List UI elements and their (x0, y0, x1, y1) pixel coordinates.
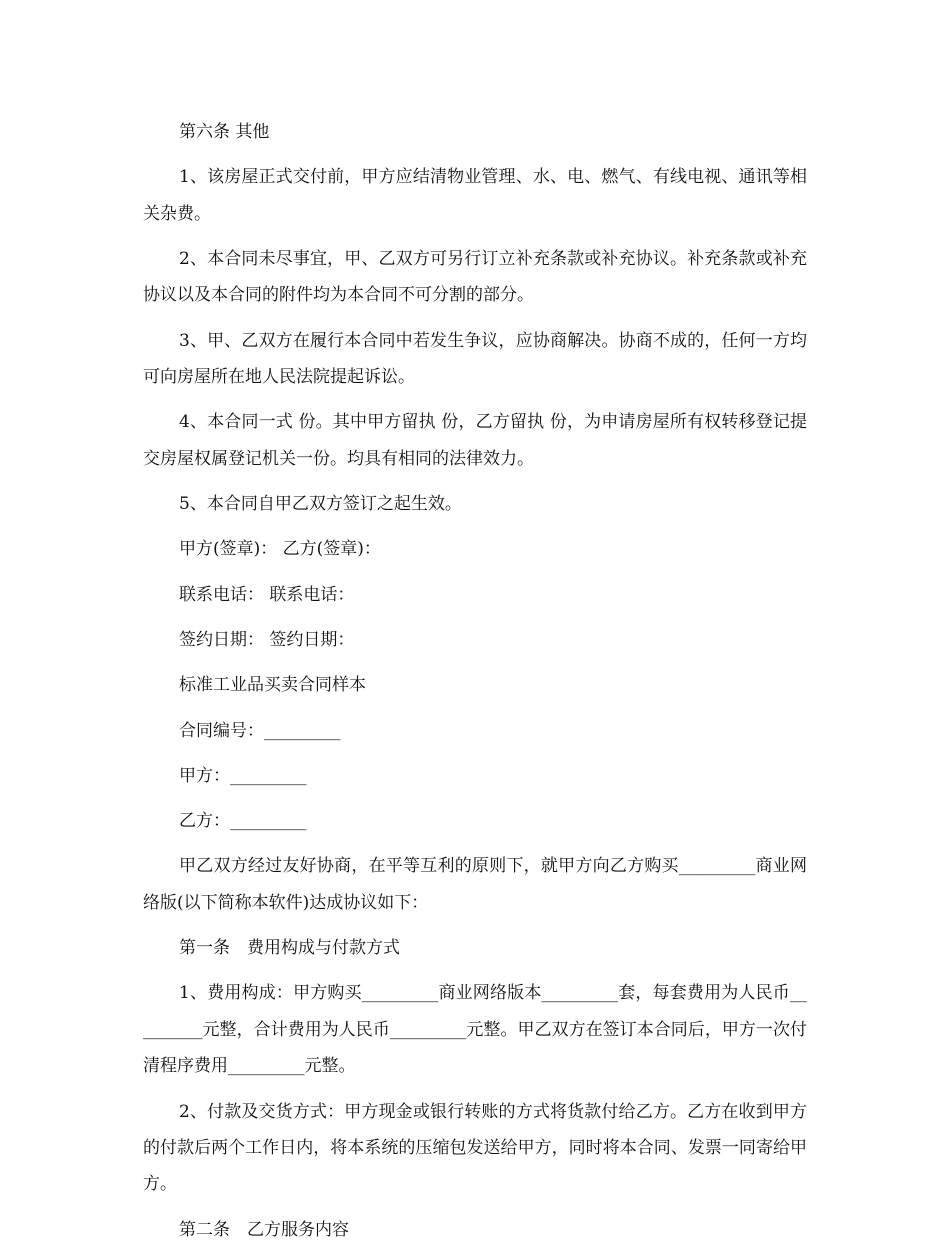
contract-title: 标准工业品买卖合同样本 (179, 675, 366, 696)
section-heading-article-6: 第六条 其他 (179, 122, 270, 142)
date-line: 签约日期： 签约日期： (179, 630, 355, 650)
party-a-line: 甲方：_________ (179, 765, 307, 786)
clause-paragraph: 5、本合同自甲乙双方签订之起生效。 (179, 494, 462, 515)
clause-paragraph: 4、本合同一式 份。其中甲方留执 份，乙方留执 份，为申请房屋所有权转移登记提交房屋权属登记机关一份。均具有相同的法律效力。 (143, 412, 807, 469)
party-b-line: 乙方：_________ (179, 811, 307, 832)
section-heading-article-2: 第二条 乙方服务内容 (179, 1219, 349, 1240)
contract-number-line: 合同编号：_________ (179, 720, 341, 741)
section-heading-article-1: 第一条 费用构成与付款方式 (179, 938, 400, 959)
clause-paragraph: 1、费用构成：甲方购买_________商业网络版本_________套，每套费用为人民币_________元整，合计费用为人民币_________元整。甲乙双方在签订本合同后，甲方一次付清程序费用_________元整。 (143, 983, 807, 1077)
preamble-paragraph: 甲乙双方经过友好协商，在平等互利的原则下，就甲方向乙方购买_________商业网络版(以下简称本软件)达成协议如下： (143, 856, 807, 913)
clause-paragraph: 2、付款及交货方式：甲方现金或银行转账的方式将货款付给乙方。乙方在收到甲方的付款后两个工作日内，将本系统的压缩包发送给甲方，同时将本合同、发票一同寄给甲方。 (143, 1101, 807, 1195)
clause-paragraph: 1、该房屋正式交付前，甲方应结清物业管理、水、电、燃气、有线电视、通讯等相关杂费。 (143, 167, 807, 224)
clause-paragraph: 3、甲、乙双方在履行本合同中若发生争议，应协商解决。协商不成的，任何一方均可向房屋所在地人民法院提起诉讼。 (143, 330, 807, 388)
phone-line: 联系电话： 联系电话： (179, 584, 355, 605)
document-body (143, 114, 807, 1248)
clause-paragraph: 2、本合同未尽事宜，甲、乙双方可另行订立补充条款或补充协议。补充条款或补充协议以及本合同的附件均为本合同不可分割的部分。 (143, 249, 807, 306)
signature-line: 甲方(签章)： 乙方(签章)： (179, 539, 381, 560)
